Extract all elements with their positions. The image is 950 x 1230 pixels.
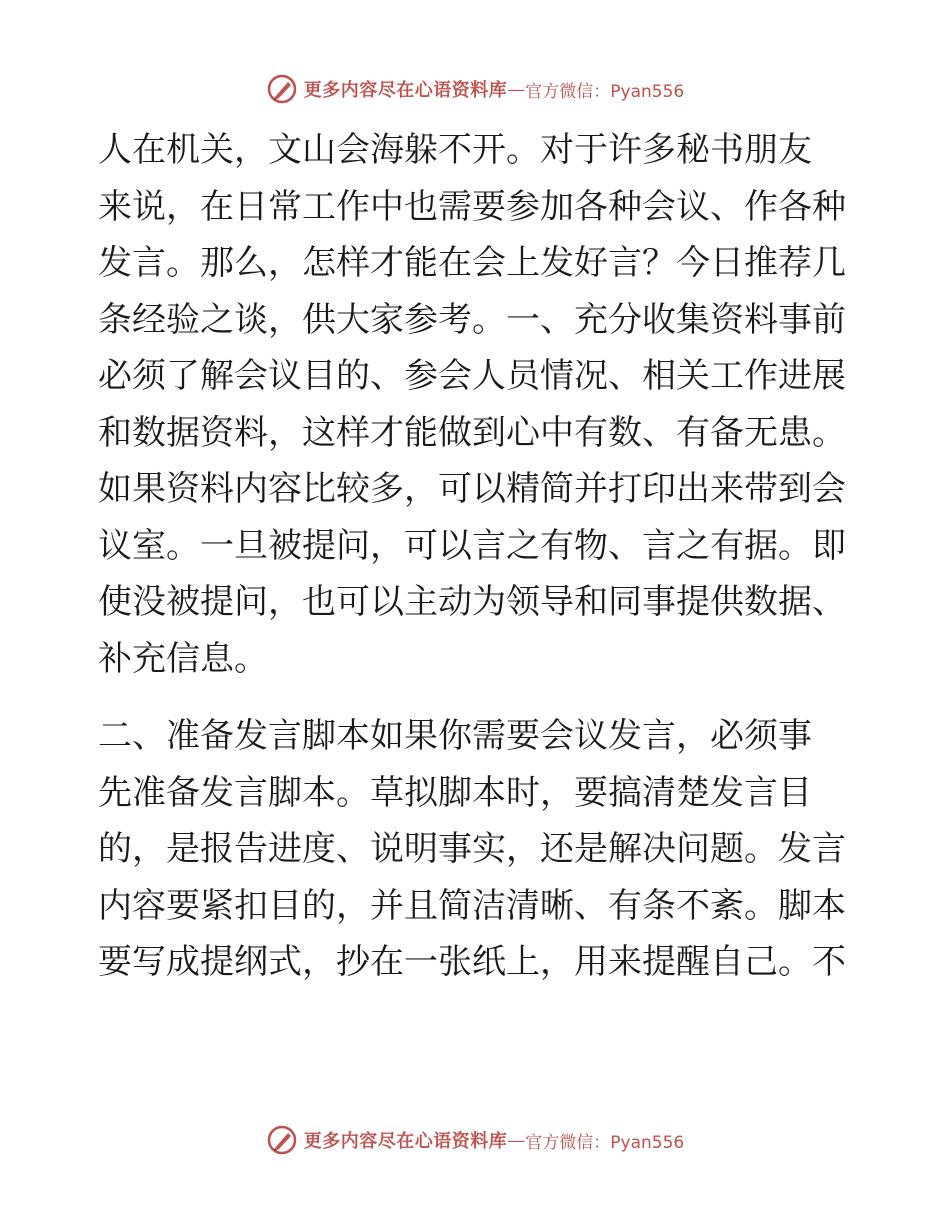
banner-wechat: 官方微信：Pyan556 <box>525 1132 685 1153</box>
text-line: 使没被提问，也可以主动为领导和同事提供数据、 <box>98 582 846 622</box>
text-line: 和数据资料，这样才能做到心中有数、有备无患。 <box>98 412 846 453</box>
banner-wechat: 官方微信：Pyan556 <box>525 81 685 102</box>
text-line: 要写成提纲式，抄在一张纸上，用来提醒自己。不 <box>98 942 846 982</box>
text-line: 议室。一旦被提问，可以言之有物、言之有据。即 <box>98 525 846 566</box>
text-line: 条经验之谈，供大家参考。一、充分收集资料事前 <box>98 299 846 340</box>
document-body <box>98 122 858 991</box>
text-line: 内容要紧扣目的，并且简洁清晰、有条不紊。脚本 <box>98 885 846 926</box>
text-line: 来说，在日常工作中也需要参加各种会议、作各种 <box>98 186 846 227</box>
text-line: 人在机关，文山会海躲不开。对于许多秘书朋友 <box>98 130 812 170</box>
footer-banner <box>0 1123 950 1157</box>
pen-logo-icon <box>266 1124 298 1156</box>
text-line: 先准备发言脚本。草拟脚本时，要搞清楚发言目 <box>98 772 812 813</box>
paragraph-1 <box>98 122 858 687</box>
text-line: 补充信息。 <box>98 638 268 679</box>
banner-separator: — <box>507 78 526 100</box>
banner-title: 更多内容尽在心语资料库 <box>303 80 508 101</box>
text-line: 必须了解会议目的、参会人员情况、相关工作进展 <box>98 356 846 396</box>
text-line: 的，是报告进度、说明事实，还是解决问题。发言 <box>98 829 846 869</box>
text-line: 发言。那么，怎样才能在会上发好言？今日推荐几 <box>98 243 846 283</box>
header-banner <box>0 72 950 106</box>
text-line: 如果资料内容比较多，可以精简并打印出来带到会 <box>98 469 846 509</box>
pen-logo-icon <box>266 73 298 105</box>
banner-title: 更多内容尽在心语资料库 <box>303 1131 508 1152</box>
paragraph-2 <box>98 708 858 991</box>
banner-separator: — <box>507 1129 526 1151</box>
text-line: 二、准备发言脚本如果你需要会议发言，必须事 <box>98 716 812 756</box>
